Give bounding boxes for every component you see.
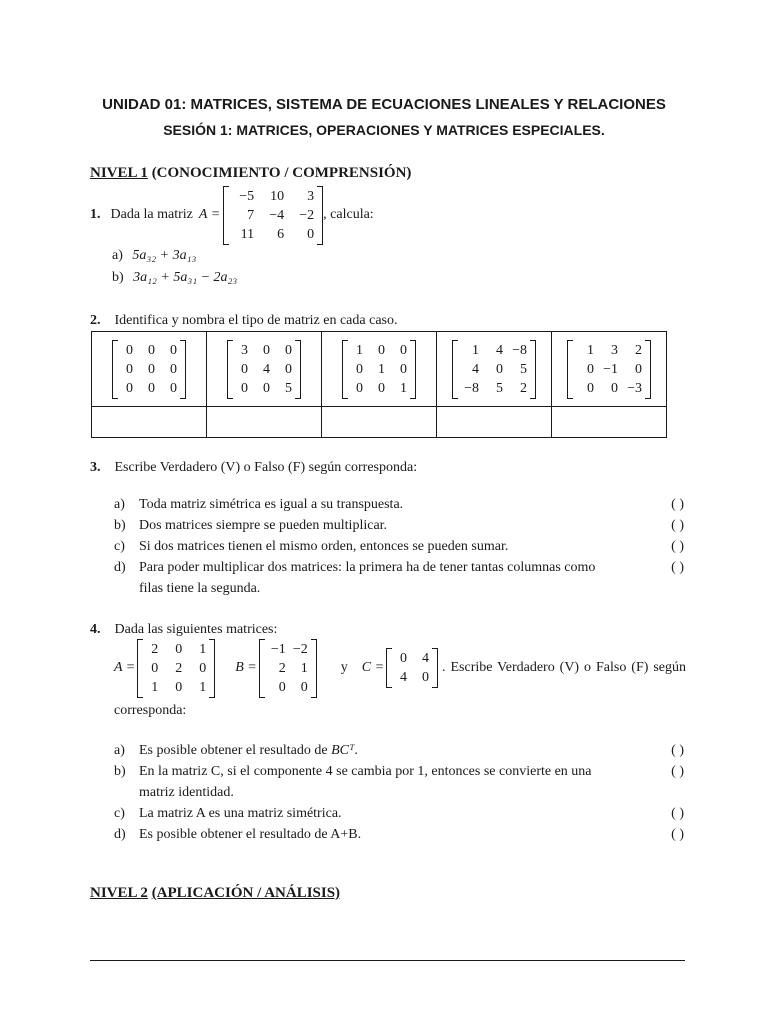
matrix-entry: 0 bbox=[241, 380, 248, 396]
answer-parentheses[interactable]: ( ) bbox=[671, 743, 684, 758]
matrix-entry: 0 bbox=[300, 679, 308, 695]
question-text: Identifica y nombra el tipo de matriz en cada caso. bbox=[114, 313, 398, 328]
matrix-entry: −1 bbox=[603, 361, 618, 377]
matrix-entry: 2 bbox=[635, 342, 642, 358]
matrix-entry: 0 bbox=[241, 361, 248, 377]
matrix-entry: 0 bbox=[199, 660, 207, 676]
tf-item bbox=[114, 539, 686, 555]
matrix-entry: 0 bbox=[175, 679, 183, 695]
matrix-entry: 0 bbox=[170, 380, 177, 396]
footer-divider bbox=[90, 960, 685, 961]
matrix-b bbox=[259, 639, 317, 698]
matrix-entry: 0 bbox=[263, 342, 270, 358]
matrix-entry: 0 bbox=[400, 342, 407, 358]
matrix-entry: 0 bbox=[263, 380, 270, 396]
matrix-entry: 0 bbox=[285, 361, 292, 377]
item-text: Es posible obtener el resultado de BCᵀ. bbox=[139, 743, 358, 758]
matrix-entry: −3 bbox=[627, 380, 642, 396]
q4-matrices bbox=[114, 639, 686, 697]
item-text: La matriz A es una matriz simétrica. bbox=[139, 806, 342, 821]
item-label: a) bbox=[114, 497, 125, 512]
matrix-entry: 0 bbox=[175, 641, 183, 657]
question-text: Dada la matriz bbox=[110, 207, 193, 222]
item-text: Para poder multiplicar dos matrices: la primera ha de tener tantas columnas como bbox=[139, 560, 596, 575]
item-label: c) bbox=[114, 539, 125, 554]
item-expression: 3a₁₂ + 5a₃₁ − 2a₂₃ bbox=[133, 270, 238, 285]
item-label: c) bbox=[114, 806, 125, 821]
matrix-5 bbox=[567, 340, 651, 399]
item-text: En la matriz C, si el componente 4 se cambia por 1, entonces se convierte en una bbox=[139, 764, 592, 779]
question-number: 4. bbox=[90, 622, 101, 637]
matrix-entry: 0 bbox=[170, 342, 177, 358]
matrix-variable: A = bbox=[198, 207, 221, 222]
matrix-cell bbox=[322, 332, 437, 407]
matrix-entry: 3 bbox=[611, 342, 618, 358]
matrix-entry: 5 bbox=[285, 380, 292, 396]
question-text: Dada las siguientes matrices: bbox=[114, 622, 278, 637]
matrix-entry: 7 bbox=[247, 207, 255, 223]
level-1-heading bbox=[90, 165, 411, 182]
conjunction: y bbox=[340, 660, 348, 675]
session-title: SESIÓN 1: MATRICES, OPERACIONES Y MATRICES ESPECIALES. bbox=[163, 122, 605, 138]
matrix-entry: 2 bbox=[520, 380, 527, 396]
matrix-entry: 0 bbox=[611, 380, 618, 396]
tf-item bbox=[114, 806, 686, 822]
item-label: b) bbox=[114, 518, 126, 533]
matrix-1 bbox=[112, 340, 186, 399]
matrix-entry: 0 bbox=[307, 226, 315, 242]
matrix-entry: 0 bbox=[356, 361, 363, 377]
matrix-entry: 0 bbox=[151, 660, 159, 676]
matrix-entry: 0 bbox=[587, 361, 594, 377]
matrix-entry: −1 bbox=[270, 641, 286, 657]
item-label: d) bbox=[114, 827, 126, 842]
item-label: a) bbox=[112, 248, 123, 263]
matrix-cell bbox=[92, 332, 207, 407]
matrix-entry: 0 bbox=[148, 380, 155, 396]
matrix-entry: 0 bbox=[148, 361, 155, 377]
matrix-a bbox=[223, 186, 323, 245]
question-suffix: , calcula: bbox=[323, 207, 374, 222]
matrix-entry: 0 bbox=[148, 342, 155, 358]
matrix-entry: 0 bbox=[400, 361, 407, 377]
tf-item bbox=[114, 497, 686, 513]
matrix-entry: 2 bbox=[175, 660, 183, 676]
matrix-entry: 0 bbox=[400, 651, 408, 666]
matrix-4 bbox=[452, 340, 536, 399]
level-2-heading bbox=[90, 885, 340, 902]
matrix-entry: −5 bbox=[239, 188, 255, 204]
matrix-cell bbox=[552, 332, 667, 407]
matrix-entry: 4 bbox=[422, 651, 430, 666]
item-label: d) bbox=[114, 560, 126, 575]
item-text: Si dos matrices tienen el mismo orden, entonces se pueden sumar. bbox=[139, 539, 509, 554]
matrix-entry: 3 bbox=[307, 188, 315, 204]
unit-title: UNIDAD 01: MATRICES, SISTEMA DE ECUACIONES LINEALES Y RELACIONES bbox=[102, 96, 666, 113]
tf-item bbox=[114, 827, 686, 843]
item-text: Es posible obtener el resultado de A+B. bbox=[139, 827, 362, 842]
matrix-entry: −8 bbox=[512, 342, 527, 358]
tf-item bbox=[114, 743, 686, 759]
question-3 bbox=[90, 458, 417, 476]
matrix-entry: 5 bbox=[496, 380, 503, 396]
matrix-entry: 1 bbox=[400, 380, 407, 396]
item-text-continued: matriz identidad. bbox=[139, 785, 234, 800]
matrix-entry: 1 bbox=[587, 342, 594, 358]
matrix-entry: 0 bbox=[496, 361, 503, 377]
item-text: Toda matriz simétrica es igual a su transpuesta. bbox=[139, 497, 404, 512]
tf-item bbox=[114, 518, 686, 534]
matrix-entry: 5 bbox=[520, 361, 527, 377]
q1-item-a bbox=[112, 248, 196, 264]
level-1-code: NIVEL 1 bbox=[90, 165, 148, 181]
matrix-entry: −8 bbox=[464, 380, 479, 396]
matrix-entry: 0 bbox=[422, 670, 430, 685]
answer-parentheses[interactable]: ( ) bbox=[671, 764, 684, 779]
matrix-entry: 2 bbox=[151, 641, 159, 657]
matrix-entry: 10 bbox=[270, 188, 285, 204]
matrix-entry: 0 bbox=[285, 342, 292, 358]
matrix-a-label: A = bbox=[114, 660, 136, 675]
matrix-entry: −2 bbox=[292, 641, 308, 657]
matrix-entry: 1 bbox=[356, 342, 363, 358]
matrix-entry: 4 bbox=[263, 361, 270, 377]
matrix-entry: 4 bbox=[496, 342, 503, 358]
matrix-b-label: B = bbox=[235, 660, 257, 675]
question-1 bbox=[90, 187, 374, 243]
tf-item bbox=[114, 560, 686, 596]
matrix-entry: 11 bbox=[240, 226, 255, 242]
item-expression: 5a₃₂ + 3a₁₃ bbox=[132, 248, 197, 263]
question-suffix-continued: corresponda: bbox=[114, 703, 187, 718]
matrix-a bbox=[137, 639, 215, 698]
level-2-desc: (APLICACIÓN / ANÁLISIS) bbox=[151, 885, 341, 901]
matrix-entry: 6 bbox=[277, 226, 285, 242]
answer-parentheses[interactable]: ( ) bbox=[671, 560, 684, 575]
matrix-3 bbox=[342, 340, 416, 399]
answer-cell[interactable] bbox=[552, 407, 667, 438]
question-suffix: . Escribe Verdadero (V) o Falso (F) según bbox=[442, 660, 686, 675]
matrix-entry: −4 bbox=[269, 207, 285, 223]
matrix-entry: 4 bbox=[400, 670, 408, 685]
matrix-entry: 0 bbox=[356, 380, 363, 396]
item-label: a) bbox=[114, 743, 125, 758]
level-2-code: NIVEL 2 bbox=[90, 885, 148, 901]
answer-cell[interactable] bbox=[92, 407, 207, 438]
matrix-entry: 1 bbox=[472, 342, 479, 358]
item-label: b) bbox=[112, 270, 124, 285]
question-4 bbox=[90, 620, 277, 638]
matrix-entry: 0 bbox=[170, 361, 177, 377]
answer-cell[interactable] bbox=[322, 407, 437, 438]
answer-parentheses[interactable]: ( ) bbox=[671, 806, 684, 821]
matrix-entry: 0 bbox=[126, 342, 133, 358]
answer-cell[interactable] bbox=[437, 407, 552, 438]
matrix-c-label: C = bbox=[361, 660, 385, 675]
question-number: 3. bbox=[90, 460, 101, 475]
answer-parentheses[interactable]: ( ) bbox=[671, 827, 684, 842]
matrix-entry: 1 bbox=[199, 679, 207, 695]
matrix-entry: 4 bbox=[472, 361, 479, 377]
matrix-entry: 1 bbox=[199, 641, 207, 657]
matrix-entry: 0 bbox=[278, 679, 286, 695]
matrix-entry: 1 bbox=[378, 361, 385, 377]
matrix-entry: 0 bbox=[587, 380, 594, 396]
matrix-entry: 0 bbox=[126, 380, 133, 396]
answer-parentheses[interactable]: ( ) bbox=[671, 518, 684, 533]
matrix-entry: −2 bbox=[299, 207, 315, 223]
q1-item-b bbox=[112, 270, 237, 286]
item-label: b) bbox=[114, 764, 126, 779]
matrix-entry: 3 bbox=[241, 342, 248, 358]
matrix-entry: 2 bbox=[278, 660, 286, 676]
item-expression: BCᵀ bbox=[331, 743, 355, 758]
question-number: 2. bbox=[90, 313, 101, 328]
answer-cell[interactable] bbox=[207, 407, 322, 438]
item-text: Dos matrices siempre se pueden multiplicar. bbox=[139, 518, 388, 533]
matrix-types-table bbox=[91, 331, 667, 438]
matrix-entry: 1 bbox=[151, 679, 159, 695]
matrix-entry: 0 bbox=[635, 361, 642, 377]
question-text: Escribe Verdadero (V) o Falso (F) según corresponda: bbox=[114, 460, 418, 475]
matrix-entry: 0 bbox=[378, 342, 385, 358]
item-text-continued: filas tiene la segunda. bbox=[139, 581, 261, 596]
level-1-desc: (CONOCIMIENTO / COMPRENSIÓN) bbox=[151, 165, 412, 181]
tf-item bbox=[114, 764, 686, 800]
matrix-cell bbox=[207, 332, 322, 407]
matrix-entry: 0 bbox=[378, 380, 385, 396]
matrix-entry: 1 bbox=[300, 660, 308, 676]
question-number: 1. bbox=[90, 207, 101, 222]
question-2 bbox=[90, 311, 398, 329]
matrix-2 bbox=[227, 340, 301, 399]
matrix-c bbox=[386, 648, 438, 688]
matrix-cell bbox=[437, 332, 552, 407]
answer-parentheses[interactable]: ( ) bbox=[671, 539, 684, 554]
matrix-entry: 0 bbox=[126, 361, 133, 377]
answer-parentheses[interactable]: ( ) bbox=[671, 497, 684, 512]
